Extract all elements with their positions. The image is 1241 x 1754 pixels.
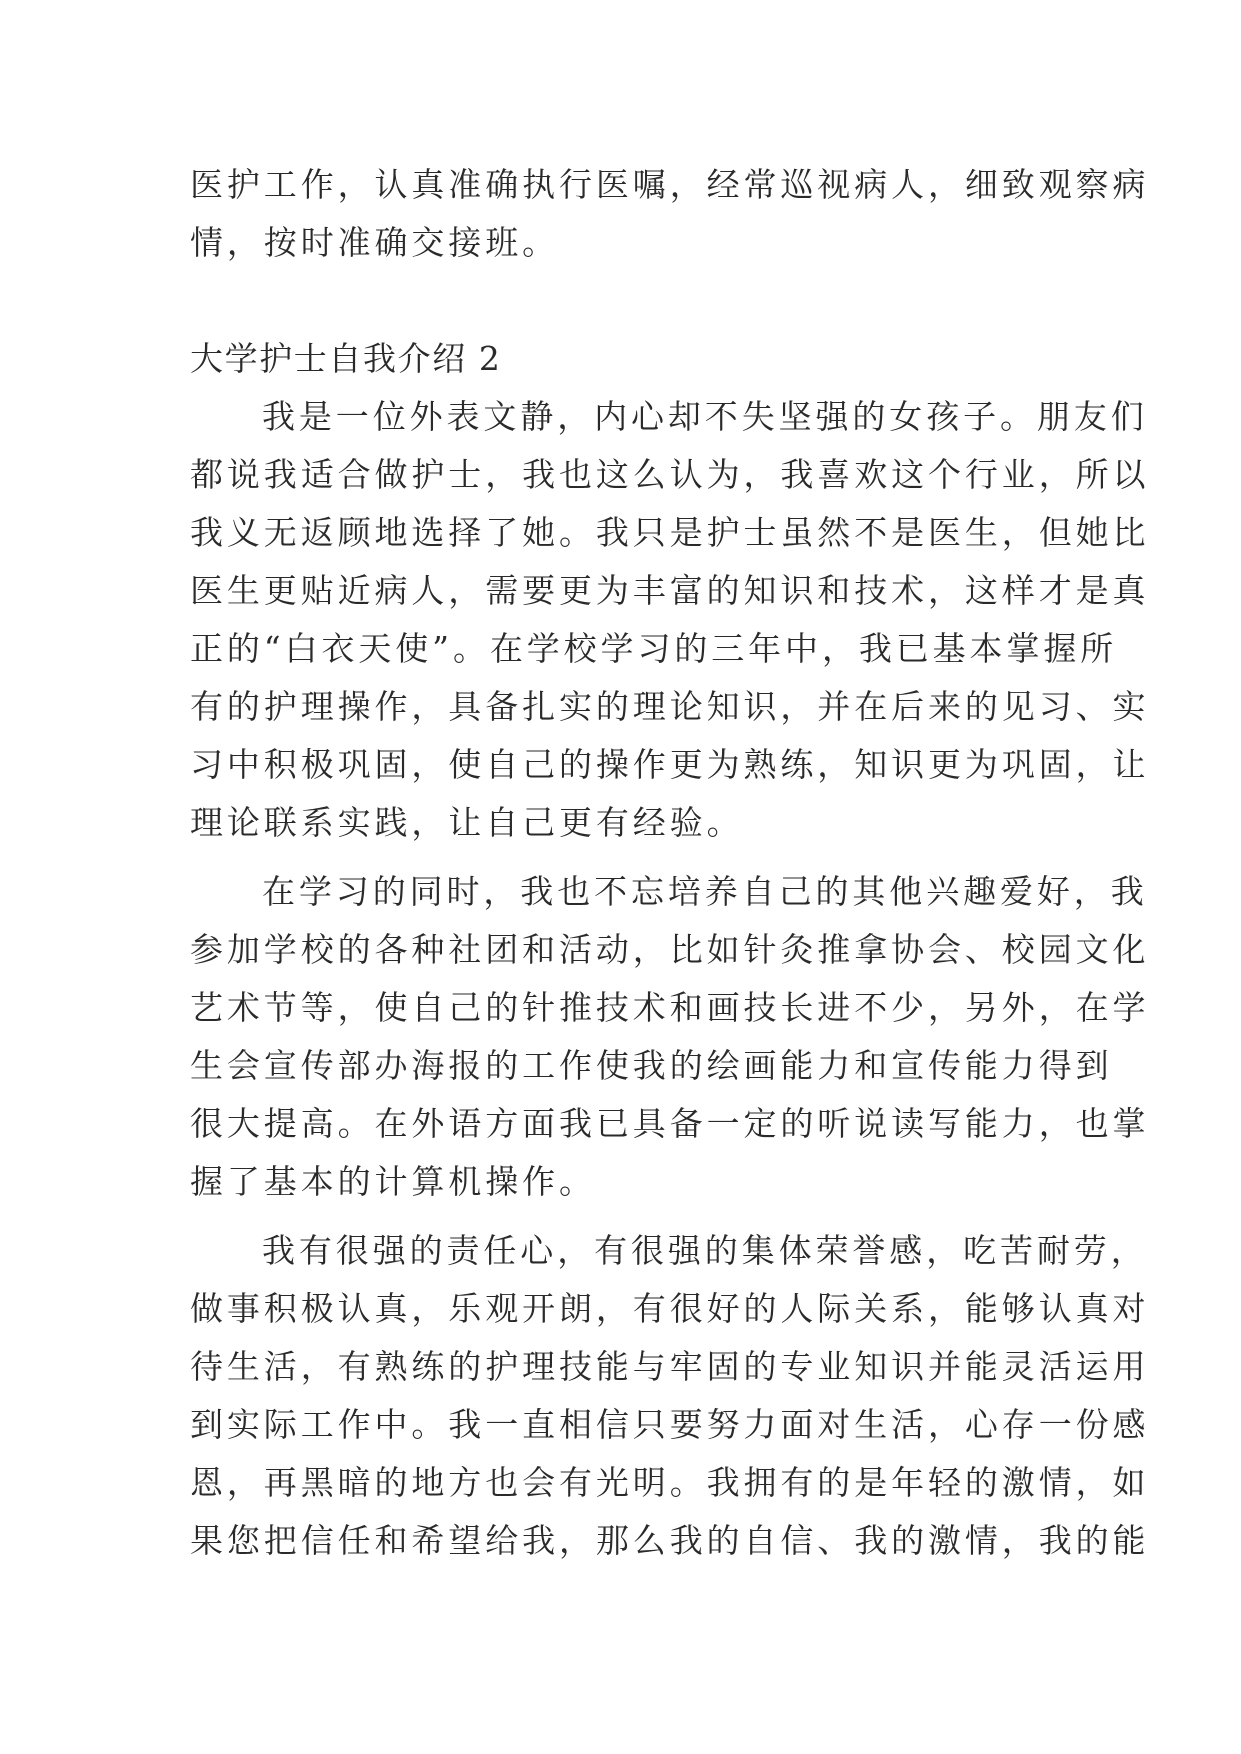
text-line: 习中积极巩固，使自己的操作更为熟练，知识更为巩固，让: [190, 745, 1150, 784]
text-line: 做事积极认真，乐观开朗，有很好的人际关系，能够认真对: [190, 1289, 1150, 1328]
text-line: 情，按时准确交接班。: [190, 223, 559, 262]
text-line: 医生更贴近病人，需要更为丰富的知识和技术，这样才是真: [190, 571, 1150, 610]
text-line: 待生活，有熟练的护理技能与牢固的专业知识并能灵活运用: [190, 1347, 1150, 1386]
paragraph-2: [190, 863, 1150, 1211]
text-line: 生会宣传部办海报的工作使我的绘画能力和宣传能力得到: [190, 1046, 1113, 1085]
text-line: 果您把信任和希望给我，那么我的自信、我的激情，我的能: [190, 1521, 1150, 1560]
text-line: 到实际工作中。我一直相信只要努力面对生活，心存一份感: [190, 1405, 1150, 1444]
text-line: 理论联系实践，让自己更有经验。: [190, 803, 744, 842]
text-line: 艺术节等，使自己的针推技术和画技长进不少，另外，在学: [190, 988, 1150, 1027]
text-line: 握了基本的计算机操作。: [190, 1162, 596, 1201]
text-line: 恩，再黑暗的地方也会有光明。我拥有的是年轻的激情，如: [190, 1463, 1150, 1502]
text-line: 我有很强的责任心，有很强的集体荣誉感，吃苦耐劳，: [262, 1231, 1148, 1270]
document-body: [190, 156, 1150, 1570]
text-line: 医护工作，认真准确执行医嘱，经常巡视病人，细致观察病: [190, 165, 1150, 204]
text-line: 我是一位外表文静，内心却不失坚强的女孩子。朋友们: [262, 397, 1148, 436]
text-line: 有的护理操作，具备扎实的理论知识，并在后来的见习、实: [190, 687, 1150, 726]
text-line: 参加学校的各种社团和活动，比如针灸推拿协会、校园文化: [190, 930, 1150, 969]
text-line: 很大提高。在外语方面我已具备一定的听说读写能力，也掌: [190, 1104, 1150, 1143]
text-line: 我义无返顾地选择了她。我只是护士虽然不是医生，但她比: [190, 513, 1150, 552]
paragraph-1: [190, 388, 1150, 852]
text-line: 正的“白衣天使”。在学校学习的三年中，我已基本掌握所: [190, 629, 1118, 668]
text-line: 在学习的同时，我也不忘培养自己的其他兴趣爱好，我: [262, 872, 1148, 911]
paragraph-3: [190, 1222, 1150, 1570]
section-heading: 大学护士自我介绍 2: [190, 339, 502, 378]
intro-paragraph: [190, 156, 1150, 272]
text-line: 都说我适合做护士，我也这么认为，我喜欢这个行业，所以: [190, 455, 1150, 494]
